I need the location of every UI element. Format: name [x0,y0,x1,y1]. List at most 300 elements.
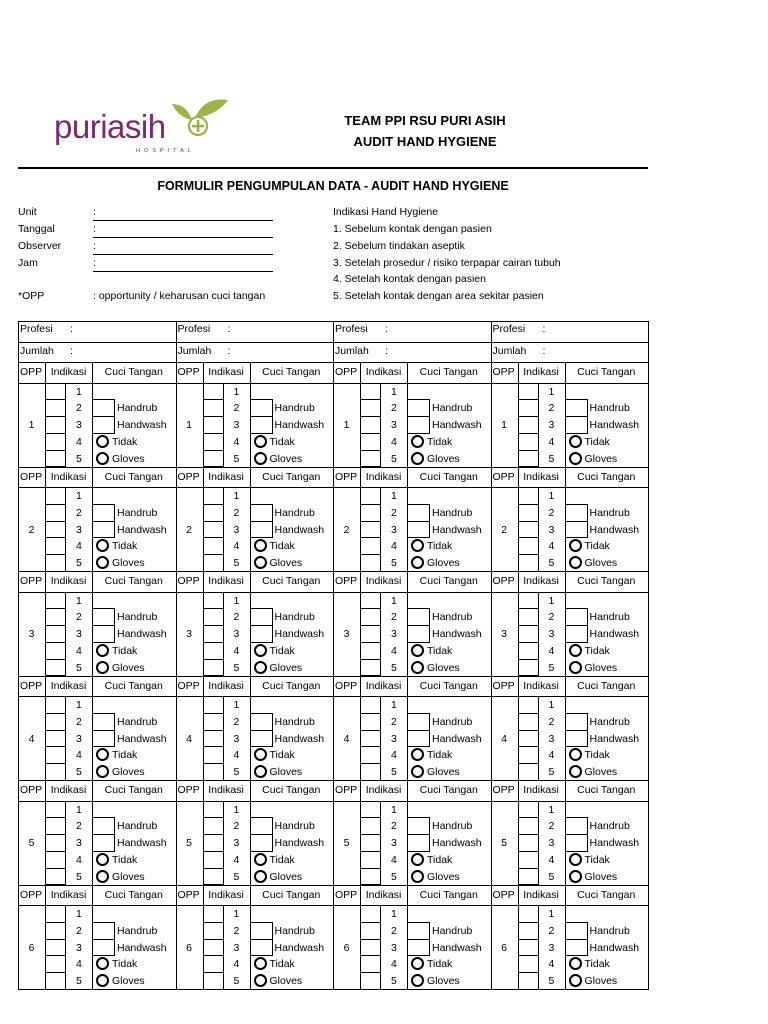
indikasi-checkbox[interactable] [203,801,224,819]
indikasi-number: 2 [548,715,555,728]
indikasi-number: 3 [548,523,555,536]
handrub-checkbox[interactable] [92,817,115,835]
tidak-radio[interactable] [569,539,582,552]
tidak-radio[interactable] [96,853,109,866]
gloves-radio[interactable] [254,556,267,569]
indikasi-header: Indikasi [50,575,87,587]
indikasi-number: 4 [233,435,240,448]
indikasi-number: 1 [391,699,397,711]
indikasi-checkbox[interactable] [45,763,66,781]
handwash-checkbox[interactable] [565,730,588,748]
opp-note-label: *OPP [18,290,45,302]
indikasi-checkbox[interactable] [45,521,66,539]
tidak-label: Tidak [427,644,453,657]
gloves-radio[interactable] [254,452,267,465]
indikasi-checkbox[interactable] [45,713,66,731]
indikasi-number: 3 [233,941,240,954]
tidak-radio[interactable] [96,748,109,761]
profesi-colon: : [385,323,388,335]
indikasi-header: Indikasi [523,470,559,483]
gloves-radio[interactable] [411,870,424,883]
handrub-checkbox[interactable] [407,713,430,731]
indikasi-checkbox[interactable] [45,433,66,451]
indikasi-checkbox[interactable] [360,642,381,660]
indikasi-checkbox[interactable] [360,939,381,957]
indikasi-checkbox[interactable] [518,817,539,835]
indikasi-checkbox[interactable] [45,592,66,610]
handrub-checkbox[interactable] [250,504,273,522]
indikasi-checkbox[interactable] [45,642,66,660]
tidak-radio[interactable] [411,539,424,552]
handwash-checkbox[interactable] [250,521,273,539]
handwash-checkbox[interactable] [92,730,115,748]
indikasi-checkbox[interactable] [203,659,224,677]
handwash-label: Handwash [274,732,325,745]
cuci-tangan-header: Cuci Tangan [419,470,478,483]
jumlah-label: Jumlah [335,344,369,357]
handrub-checkbox[interactable] [250,608,273,626]
handrub-checkbox[interactable] [407,922,430,940]
indikasi-checkbox[interactable] [45,416,66,434]
indikasi-header: Indikasi [523,575,559,587]
indikasi-checkbox[interactable] [45,608,66,626]
tidak-radio[interactable] [254,435,267,448]
cuci-tangan-header: Cuci Tangan [262,366,321,378]
indikasi-checkbox[interactable] [203,383,224,401]
indikasi-checkbox[interactable] [518,537,539,555]
indikasi-checkbox[interactable] [518,383,539,401]
indikasi-checkbox[interactable] [203,939,224,957]
tidak-radio[interactable] [569,644,582,657]
indikasi-checkbox[interactable] [360,521,381,539]
indikasi-number: 4 [548,749,555,762]
gloves-label: Gloves [112,557,145,570]
handrub-checkbox[interactable] [565,608,588,626]
indikasi-checkbox[interactable] [360,487,381,505]
tidak-label: Tidak [584,435,610,448]
tidak-radio[interactable] [254,644,267,657]
handwash-label: Handwash [117,941,167,954]
handrub-checkbox[interactable] [250,713,273,731]
indikasi-number: 3 [76,523,82,536]
cuci-tangan-header: Cuci Tangan [104,366,163,378]
cuci-tangan-header: Cuci Tangan [577,575,636,587]
indikasi-checkbox[interactable] [203,554,224,572]
indikasi-checkbox[interactable] [360,554,381,572]
indikasi-checkbox[interactable] [360,383,381,401]
indikasi-checkbox[interactable] [203,763,224,781]
indikasi-number: 3 [76,628,82,641]
gloves-radio[interactable] [96,870,109,883]
profesi-label: Profesi [335,323,368,335]
indikasi-checkbox[interactable] [518,625,539,643]
tidak-label: Tidak [427,749,453,762]
indikasi-checkbox[interactable] [518,399,539,417]
handrub-label: Handrub [589,715,630,728]
tidak-label: Tidak [427,853,453,866]
gloves-radio[interactable] [569,452,582,465]
indikasi-checkbox[interactable] [360,625,381,643]
handwash-checkbox[interactable] [92,416,115,434]
handwash-checkbox[interactable] [407,625,430,643]
handrub-checkbox[interactable] [407,608,430,626]
indikasi-checkbox[interactable] [518,972,539,990]
indikasi-checkbox[interactable] [203,642,224,660]
indikasi-checkbox[interactable] [45,746,66,764]
indikasi-number: 3 [391,628,397,641]
handwash-checkbox[interactable] [250,416,273,434]
gloves-radio[interactable] [96,974,109,987]
handwash-label: Handwash [117,419,167,432]
cuci-tangan-header: Cuci Tangan [104,575,163,587]
indikasi-number: 1 [548,803,555,816]
indikasi-checkbox[interactable] [360,817,381,835]
handwash-checkbox[interactable] [407,416,430,434]
cuci-tangan-header: Cuci Tangan [104,679,163,692]
indikasi-number: 2 [548,506,555,519]
indikasi-checkbox[interactable] [518,955,539,973]
indikasi-checkbox[interactable] [360,955,381,973]
indikasi-number: 5 [76,452,82,465]
gloves-radio[interactable] [254,661,267,674]
indikasi-checkbox[interactable] [203,504,224,522]
handrub-checkbox[interactable] [407,504,430,522]
indikasi-checkbox[interactable] [360,851,381,869]
opp-header: OPP [492,888,515,901]
handrub-checkbox[interactable] [407,817,430,835]
indikasi-number: 4 [548,435,555,448]
handwash-checkbox[interactable] [407,939,430,957]
handwash-checkbox[interactable] [250,625,273,643]
handwash-label: Handwash [432,941,482,954]
gloves-radio[interactable] [254,974,267,987]
gloves-radio[interactable] [569,870,582,883]
indikasi-checkbox[interactable] [360,537,381,555]
indikasi-checkbox[interactable] [45,450,66,468]
tidak-radio[interactable] [254,748,267,761]
indikasi-number: 4 [548,958,555,971]
handrub-checkbox[interactable] [92,713,115,731]
field-line-jam[interactable] [93,271,273,272]
handrub-checkbox[interactable] [250,817,273,835]
gloves-label: Gloves [112,975,145,988]
indikasi-number: 2 [233,506,240,519]
gloves-radio[interactable] [96,661,109,674]
indikasi-checkbox[interactable] [203,868,224,886]
indikasi-checkbox[interactable] [518,939,539,957]
indikasi-number: 3 [548,941,555,954]
indikasi-checkbox[interactable] [360,696,381,714]
handrub-checkbox[interactable] [250,399,273,417]
gloves-label: Gloves [269,766,303,779]
indikasi-checkbox[interactable] [203,922,224,940]
indikasi-checkbox[interactable] [518,608,539,626]
indikasi-number: 5 [391,870,397,883]
gloves-radio[interactable] [569,974,582,987]
tidak-radio[interactable] [96,539,109,552]
indikasi-checkbox[interactable] [203,416,224,434]
tidak-radio[interactable] [96,435,109,448]
opp-number: 4 [343,732,350,745]
indikasi-checkbox[interactable] [45,696,66,714]
indikasi-checkbox[interactable] [203,433,224,451]
indikasi-checkbox[interactable] [45,383,66,401]
handwash-checkbox[interactable] [407,521,430,539]
handwash-checkbox[interactable] [250,939,273,957]
gloves-radio[interactable] [411,556,424,569]
handrub-checkbox[interactable] [565,713,588,731]
indikasi-number: 5 [233,766,240,779]
opp-number: 3 [501,628,507,641]
tidak-radio[interactable] [569,853,582,866]
field-line-observer[interactable] [93,254,273,255]
indikasi-checkbox[interactable] [45,537,66,555]
tidak-label: Tidak [584,853,610,866]
gloves-radio[interactable] [569,661,582,674]
tidak-radio[interactable] [96,644,109,657]
indikasi-checkbox[interactable] [518,487,539,505]
handrub-checkbox[interactable] [565,922,588,940]
indikasi-checkbox[interactable] [45,972,66,990]
header-underline [18,487,649,488]
handwash-checkbox[interactable] [565,625,588,643]
handrub-checkbox[interactable] [250,922,273,940]
gloves-radio[interactable] [96,556,109,569]
gloves-radio[interactable] [96,452,109,465]
puriasih-logo [52,96,232,158]
indikasi-checkbox[interactable] [518,922,539,940]
handwash-checkbox[interactable] [407,834,430,852]
handwash-checkbox[interactable] [407,730,430,748]
field-colon: : [93,206,96,218]
gloves-radio[interactable] [411,452,424,465]
indikasi-checkbox[interactable] [360,834,381,852]
indikasi-checkbox[interactable] [518,730,539,748]
indikasi-checkbox[interactable] [360,972,381,990]
indikasi-checkbox[interactable] [45,905,66,923]
opp-number: 6 [343,941,350,954]
indikasi-checkbox[interactable] [203,592,224,610]
gloves-radio[interactable] [569,765,582,778]
indikasi-checkbox[interactable] [45,487,66,505]
indikasi-number: 1 [391,594,397,607]
indikasi-checkbox[interactable] [518,851,539,869]
indikasi-checkbox[interactable] [45,801,66,819]
indikasi-number: 2 [548,611,555,624]
indikasi-checkbox[interactable] [203,521,224,539]
gloves-radio[interactable] [411,661,424,674]
handwash-checkbox[interactable] [92,625,115,643]
indikasi-checkbox[interactable] [360,504,381,522]
indikasi-checkbox[interactable] [518,592,539,610]
handwash-checkbox[interactable] [92,521,115,539]
indikasi-checkbox[interactable] [360,592,381,610]
indikasi-checkbox[interactable] [360,399,381,417]
indikasi-checkbox[interactable] [45,817,66,835]
opp-number: 2 [343,523,350,536]
indikasi-checkbox[interactable] [518,696,539,714]
indikasi-checkbox[interactable] [203,746,224,764]
header-underline [18,592,649,593]
indikasi-number: 3 [76,732,82,745]
indikasi-checkbox[interactable] [360,433,381,451]
profesi-label: Profesi [492,323,526,335]
indikasi-checkbox[interactable] [203,450,224,468]
tidak-radio[interactable] [569,748,582,761]
handwash-checkbox[interactable] [565,521,588,539]
field-line-tanggal[interactable] [93,237,273,238]
handwash-checkbox[interactable] [250,730,273,748]
indikasi-checkbox[interactable] [203,696,224,714]
tidak-radio[interactable] [254,957,267,970]
indikasi-checkbox[interactable] [360,801,381,819]
handwash-label: Handwash [432,523,482,536]
band-divider [18,780,649,781]
indikasi-checkbox[interactable] [45,851,66,869]
handwash-checkbox[interactable] [565,834,588,852]
handwash-label: Handwash [117,523,167,536]
indikasi-checkbox[interactable] [45,922,66,940]
gloves-radio[interactable] [254,870,267,883]
handrub-label: Handrub [117,715,158,728]
indikasi-checkbox[interactable] [518,659,539,677]
tidak-radio[interactable] [569,435,582,448]
indikasi-checkbox[interactable] [360,922,381,940]
indikasi-checkbox[interactable] [203,834,224,852]
tidak-radio[interactable] [569,957,582,970]
gloves-radio[interactable] [411,765,424,778]
indikasi-checkbox[interactable] [518,504,539,522]
opp-number: 4 [28,732,35,745]
indikasi-checkbox[interactable] [45,625,66,643]
gloves-label: Gloves [584,766,618,779]
tidak-radio[interactable] [411,853,424,866]
indikasi-checkbox[interactable] [360,730,381,748]
indikasi-checkbox[interactable] [518,801,539,819]
handwash-checkbox[interactable] [92,834,115,852]
indikasi-checkbox[interactable] [203,817,224,835]
handrub-checkbox[interactable] [407,399,430,417]
indikasi-checkbox[interactable] [45,554,66,572]
jumlah-label: Jumlah [492,344,527,357]
header-underline [18,905,649,906]
indikasi-number: 3 [548,837,555,850]
indikasi-checkbox[interactable] [203,537,224,555]
handrub-checkbox[interactable] [92,608,115,626]
indikasi-checkbox[interactable] [518,642,539,660]
indikasi-checkbox[interactable] [518,416,539,434]
opp-number: 5 [343,837,350,850]
indikasi-number: 5 [548,766,555,779]
indikasi-number: 4 [233,540,240,553]
indikasi-checkbox[interactable] [203,625,224,643]
indikasi-checkbox[interactable] [45,730,66,748]
indikasi-number: 4 [76,435,82,448]
handrub-checkbox[interactable] [92,399,115,417]
indikasi-checkbox[interactable] [518,763,539,781]
handrub-checkbox[interactable] [92,922,115,940]
opp-header: OPP [335,679,358,692]
indikasi-checkbox[interactable] [360,659,381,677]
handwash-checkbox[interactable] [565,939,588,957]
gloves-radio[interactable] [569,556,582,569]
handrub-checkbox[interactable] [565,817,588,835]
indikasi-checkbox[interactable] [203,608,224,626]
indikasi-checkbox[interactable] [518,433,539,451]
tidak-radio[interactable] [411,644,424,657]
indikasi-checkbox[interactable] [360,763,381,781]
indikasi-checkbox[interactable] [360,868,381,886]
indikasi-checkbox[interactable] [518,713,539,731]
field-line-unit[interactable] [93,220,273,221]
indikasi-checkbox[interactable] [518,905,539,923]
indikasi-checkbox[interactable] [45,504,66,522]
indikasi-checkbox[interactable] [360,608,381,626]
header-divider [18,167,648,169]
indikasi-number: 4 [233,749,240,762]
logo-wordmark: puriasih [54,108,166,145]
indikasi-checkbox[interactable] [203,905,224,923]
indikasi-checkbox[interactable] [518,554,539,572]
leaf-cross-icon [172,100,228,135]
indikasi-checkbox[interactable] [518,834,539,852]
indikasi-checkbox[interactable] [45,659,66,677]
indikasi-checkbox[interactable] [45,399,66,417]
indikasi-checkbox[interactable] [518,746,539,764]
cuci-tangan-header: Cuci Tangan [419,366,478,378]
indikasi-checkbox[interactable] [203,851,224,869]
handrub-checkbox[interactable] [565,504,588,522]
tidak-radio[interactable] [411,435,424,448]
indikasi-checkbox[interactable] [203,730,224,748]
opp-number: 1 [343,419,350,432]
indikasi-checkbox[interactable] [518,450,539,468]
tidak-radio[interactable] [254,539,267,552]
indikasi-checkbox[interactable] [360,746,381,764]
indikasi-checkbox[interactable] [45,939,66,957]
indikasi-checkbox[interactable] [203,713,224,731]
indikasi-checkbox[interactable] [360,450,381,468]
indikasi-checkbox[interactable] [360,416,381,434]
gloves-radio[interactable] [411,974,424,987]
opp-number: 6 [501,941,507,954]
indikasi-checkbox[interactable] [45,868,66,886]
indikasi-header: Indikasi [365,470,402,483]
handrub-checkbox[interactable] [565,399,588,417]
indikasi-checkbox[interactable] [203,972,224,990]
indikasi-checkbox[interactable] [360,713,381,731]
indikasi-checkbox[interactable] [518,868,539,886]
indikasi-checkbox[interactable] [518,521,539,539]
indikasi-checkbox[interactable] [203,399,224,417]
handrub-checkbox[interactable] [92,504,115,522]
handwash-checkbox[interactable] [250,834,273,852]
tidak-radio[interactable] [411,748,424,761]
gloves-radio[interactable] [254,765,267,778]
tidak-radio[interactable] [411,957,424,970]
indikasi-checkbox[interactable] [45,834,66,852]
indikasi-checkbox[interactable] [360,905,381,923]
indikasi-checkbox[interactable] [45,955,66,973]
grid-vline [648,321,649,990]
handwash-checkbox[interactable] [92,939,115,957]
tidak-radio[interactable] [254,853,267,866]
indikasi-checkbox[interactable] [203,955,224,973]
handwash-checkbox[interactable] [565,416,588,434]
gloves-radio[interactable] [96,765,109,778]
indikasi-checkbox[interactable] [203,487,224,505]
tidak-radio[interactable] [96,957,109,970]
